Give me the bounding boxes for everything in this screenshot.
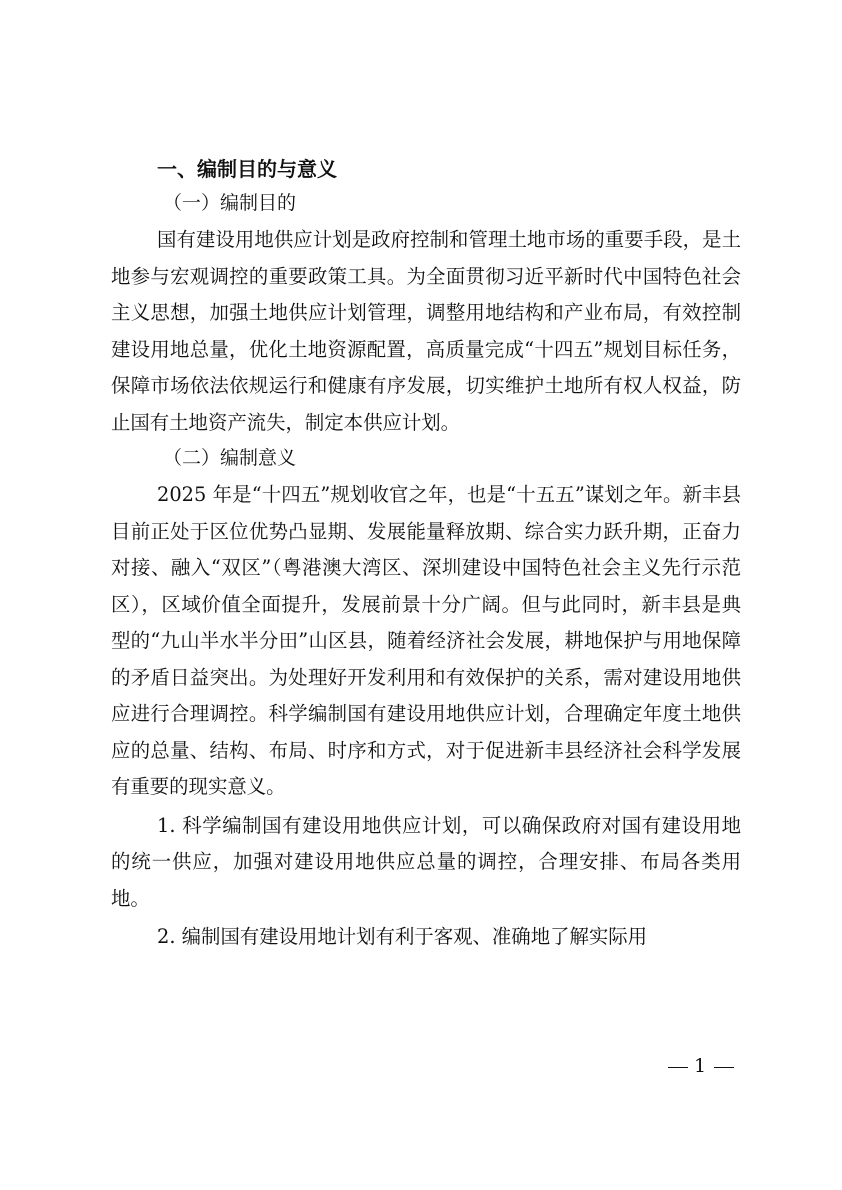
list-item-2: 2. 编制国有建设用地计划有利于客观、准确地了解实际用 (157, 925, 648, 948)
paragraph-purpose: 国有建设用地供应计划是政府控制和管理土地市场的重要手段，是土地参与宏观调控的重要政策工具。为全面贯彻习近平新时代中国特色社会主义思想，加强土地供应计划管理，调整用地结构和产业布局，有效控制建设用地总量，优化土地资源配置，高质量完成“十四五”规划目标任务，保障市场依法依规运行和健康有序发展，切实维护土地所有权人权益，防止国有土地资产流失，制定本供应计划。 (111, 228, 741, 434)
paragraph-significance: 2025 年是“十四五”规划收官之年，也是“十五五”谋划之年。新丰县目前正处于区位优势凸显期、发展能量释放期、综合实力跃升期，正奋力对接、融入“双区”（粤港澳大湾区、深圳建设中国特色社会主义先行示范区），区域价值全面提升，发展前景十分广阔。但与此同时，新丰县是典型的“九山半水半分田”山区县，随着经济社会发展，耕地保护与用地保障的矛盾日益突出。为处理好开发利用和有效保护的关系，需对建设用地供应进行合理调控。科学编制国有建设用地供应计划，合理确定年度土地供应的总量、结构、布局、时序和方式，对于促进新丰县经济社会科学发展有重要的现实意义。 (111, 483, 741, 798)
page-number: 1 (694, 1055, 709, 1077)
section-heading-main: 一、编制目的与意义 (157, 157, 337, 181)
document-body (111, 152, 741, 956)
page-number-footer (662, 1052, 740, 1080)
dash-left-icon (668, 1067, 688, 1068)
subsection-heading-purpose: （一）编制目的 (163, 192, 297, 214)
dash-right-icon (714, 1067, 734, 1068)
subsection-heading-significance: （二）编制意义 (163, 447, 297, 469)
list-item-1: 1. 科学编制国有建设用地供应计划，可以确保政府对国有建设用地的统一供应，加强对建设用地供应总量的调控，合理安排、布局各类用地。 (111, 813, 741, 910)
